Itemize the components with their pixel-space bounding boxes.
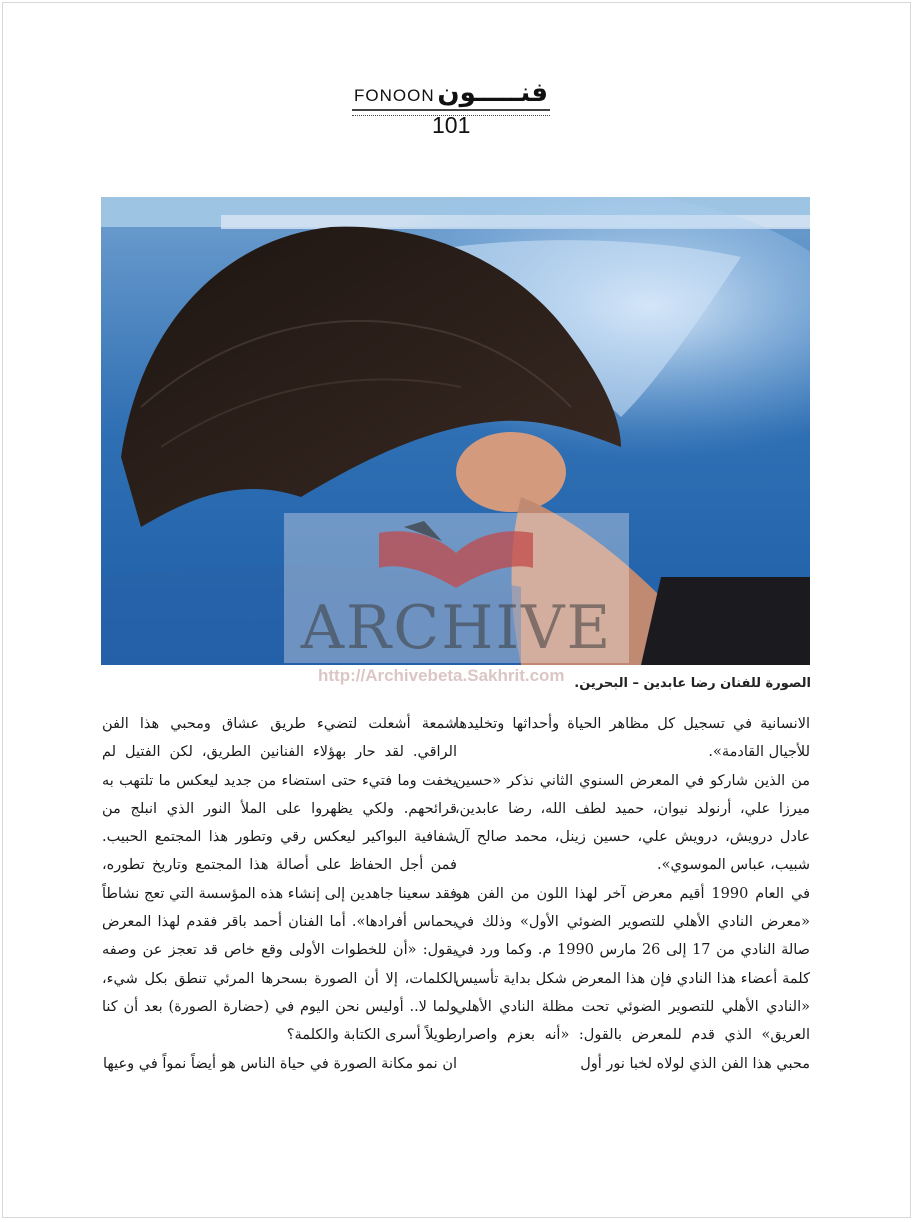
article-left-column (102, 710, 457, 1078)
header-latin-title: FONOON (354, 86, 435, 105)
paragraph: شمعة أشعلت لتضيء طريق عشاق ومحبي هذا الفن الراقي. لقد حار بهؤلاء الفنانين الطريق، لكن الفتيل لم يخفت وما فتيء حتى استضاء من جديد ليعكس ما تلتهب به قرائحهم. ولكي يظهروا على الملأ النور الذي انبلج من شفافية البواكير ليعكس رقي وتطور هذا المجتمع الحبيب. فمن أجل الحفاظ على أصالة هذا المجتمع وتاريخ تطوره، فقد سعينا جاهدين إلى إنشاء هذه المؤسسة التي تعج نشاطاً بحماس أفرادها». أما الفنان أحمد باقر فقدم لهذا المعرض يقول: «أن للخطوات الأولى وقع خاص قد تعجز عن وصفه الكلمات، إلا أن الصورة بسحرها المرئي تنطق بكل شيء، ولما لا.. أوليس نحن اليوم في (حضارة الصورة) بعد أن كنا طويلاً أسرى الكتابة والكلمة؟ (102, 716, 457, 1044)
book-logo-icon (284, 513, 629, 598)
watermark-brand: ARCHIVE (300, 593, 613, 663)
paragraph: الانسانية في تسجيل كل مظاهر الحياة وأحداثها وتخليدها للأجيال القادمة». (455, 716, 810, 761)
paragraph: ان نمو مكانة الصورة في حياة الناس هو أيضاً نمواً في وعيها (103, 1055, 457, 1072)
paragraph: من الذين شاركو في المعرض السنوي الثاني نذكر «حسين ميرزا علي، أرنولد نيوان، حميد لطف الله، رضا عابدين، عادل درويش، درويش علي، حسين زينل، محمد صالح آل شبيب، عباس الموسوي». (455, 772, 810, 874)
header-arabic-title: فنـــــون (437, 78, 548, 108)
page-number: 101 (432, 112, 471, 138)
archive-watermark (284, 513, 629, 663)
magazine-header (352, 78, 552, 146)
photo-caption: الصورة للفنان رضا عابدين – البحرين. (574, 676, 811, 691)
paragraph: في العام 1990 أقيم معرض آخر لهذا اللون من الفن هو «معرض النادي الأهلي للتصوير الضوئي الأول» وذلك في صالة النادي من 17 إلى 26 مارس 1990 م. وكما ورد في كلمة أعضاء هذا النادي فإن هذا المعرض شكل بداية تأسيس «النادي الأهلي للتصوير الضوئي تحت مظلة النادي الأهلي العريق» الذي قدم للمعرض بالقول: «أنه بعزم واصرار محبي هذا الفن الذي لولاه لخبا نور أول (455, 885, 810, 1072)
watermark-url: http://Archivebeta.Sakhrit.com (318, 666, 565, 685)
article-right-column (455, 710, 810, 1078)
